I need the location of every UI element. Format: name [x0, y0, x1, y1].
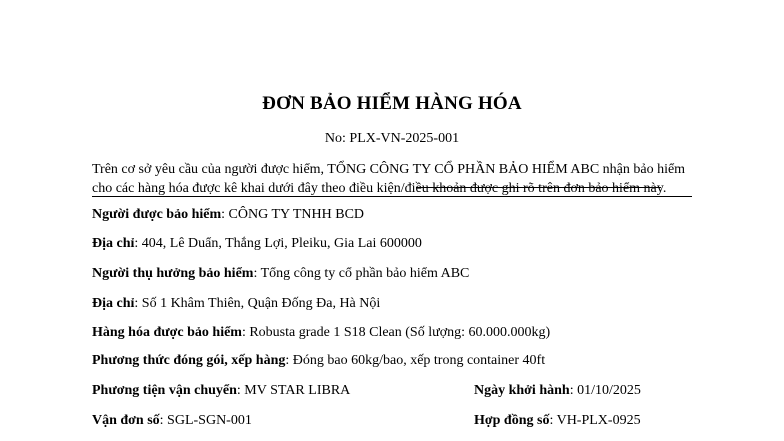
field-packing	[92, 353, 545, 369]
field-packing-label: Phương thức đóng gói, xếp hàng	[92, 353, 286, 368]
field-address-1-label: Địa chỉ	[92, 236, 135, 251]
field-departure-value: : 01/10/2025	[569, 383, 641, 398]
field-goods-label: Hàng hóa được bảo hiểm	[92, 325, 242, 340]
intro-line-2: cho các hàng hóa được kê khai dưới đây theo điều kiện/điều khoản được ghi rõ trên đơn bảo hiểm này.	[92, 181, 667, 196]
field-address-1-value: : 404, Lê Duẩn, Thắng Lợi, Pleiku, Gia Lai 600000	[134, 236, 422, 251]
field-beneficiary-label: Người thụ hưởng bảo hiểm	[92, 266, 254, 281]
field-address-2	[92, 296, 380, 312]
field-contract-label: Hợp đồng số	[474, 413, 550, 428]
field-departure-label: Ngày khởi hành	[474, 383, 570, 398]
field-vessel-value: : MV STAR LIBRA	[236, 383, 351, 398]
field-bl-value: : SGL-SGN-001	[159, 413, 252, 428]
field-contract-value: : VH-PLX-0925	[549, 413, 641, 428]
field-address-1	[92, 236, 422, 252]
field-address-2-label: Địa chỉ	[92, 296, 135, 311]
field-bill-of-lading	[92, 413, 252, 429]
field-beneficiary	[92, 266, 469, 282]
field-insured-label: Người được bảo hiểm	[92, 207, 222, 222]
field-goods	[92, 325, 550, 341]
document-title: ĐƠN BẢO HIỂM HÀNG HÓA	[262, 93, 522, 114]
field-insured-value: : CÔNG TY TNHH BCD	[221, 207, 365, 222]
field-vessel-label: Phương tiện vận chuyển	[92, 383, 237, 398]
field-departure-date	[474, 383, 641, 399]
intro-partial-underline	[416, 187, 661, 188]
field-goods-value: : Robusta grade 1 S18 Clean (Số lượng: 60.000.000kg)	[241, 325, 551, 340]
intro-paragraph	[92, 160, 712, 198]
field-bl-label: Vận đơn số	[92, 413, 160, 428]
intro-underline	[92, 196, 692, 197]
field-address-2-value: : Số 1 Khâm Thiên, Quận Đống Đa, Hà Nội	[134, 296, 381, 311]
field-vessel	[92, 383, 350, 399]
field-contract	[474, 413, 641, 429]
field-insured	[92, 207, 364, 223]
intro-line-1: Trên cơ sở yêu cầu của người được hiểm, TỔNG CÔNG TY CỔ PHẦN BẢO HIỂM ABC nhận bảo hiểm	[92, 162, 686, 177]
field-beneficiary-value: : Tổng công ty cổ phần bảo hiểm ABC	[253, 266, 470, 281]
field-packing-value: : Đóng bao 60kg/bao, xếp trong container 40ft	[285, 353, 546, 368]
policy-number: No: PLX-VN-2025-001	[324, 131, 460, 146]
